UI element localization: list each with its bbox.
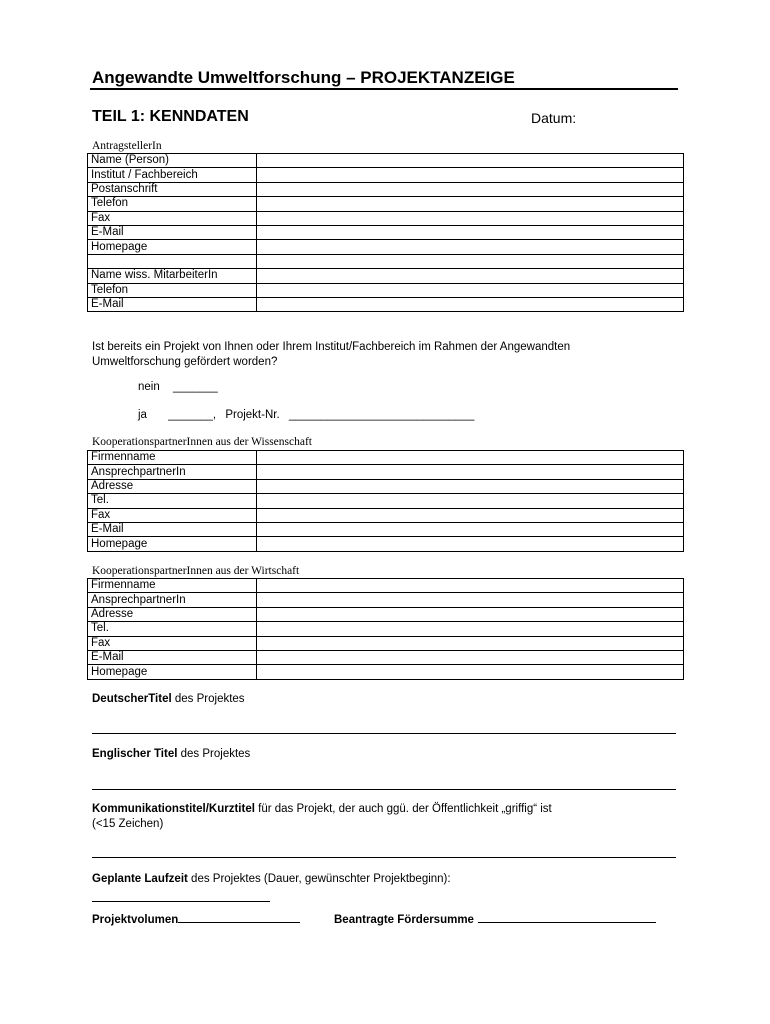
table-row bbox=[88, 593, 684, 607]
business-partners-caption: KooperationspartnerInnen aus der Wirtschaft bbox=[92, 565, 300, 577]
answer-no-label: nein bbox=[138, 381, 160, 393]
answer-yes-blank[interactable]: _______, bbox=[168, 409, 217, 421]
entry-field[interactable] bbox=[257, 211, 684, 225]
short-title-line[interactable] bbox=[92, 857, 676, 858]
german-title-bold: DeutscherTitel bbox=[92, 693, 172, 705]
entry-field[interactable] bbox=[257, 494, 684, 508]
row-label bbox=[88, 254, 257, 268]
page-title: Angewandte Umweltforschung – PROJEKTANZEIGE bbox=[92, 68, 515, 87]
entry-field[interactable] bbox=[257, 451, 684, 465]
duration-line[interactable] bbox=[92, 901, 270, 902]
entry-field[interactable] bbox=[257, 283, 684, 297]
table-row bbox=[88, 636, 684, 650]
science-partners-table bbox=[87, 450, 684, 552]
table-row bbox=[88, 211, 684, 225]
entry-field[interactable] bbox=[257, 154, 684, 168]
row-label: Telefon bbox=[88, 197, 257, 211]
table-row bbox=[88, 522, 684, 536]
table-row bbox=[88, 622, 684, 636]
entry-field[interactable] bbox=[257, 254, 684, 268]
entry-field[interactable] bbox=[257, 537, 684, 551]
row-label: Telefon bbox=[88, 283, 257, 297]
german-title-line[interactable] bbox=[92, 733, 676, 734]
table-row bbox=[88, 197, 684, 211]
row-label: Institut / Fachbereich bbox=[88, 168, 257, 182]
entry-field[interactable] bbox=[257, 650, 684, 664]
row-label: Homepage bbox=[88, 240, 257, 254]
row-label: AnsprechpartnerIn bbox=[88, 593, 257, 607]
entry-field[interactable] bbox=[257, 225, 684, 239]
row-label: Tel. bbox=[88, 494, 257, 508]
row-label: Homepage bbox=[88, 537, 257, 551]
short-title-label bbox=[92, 803, 552, 815]
funding-label: Beantragte Fördersumme bbox=[334, 914, 474, 926]
table-row bbox=[88, 465, 684, 479]
entry-field[interactable] bbox=[257, 240, 684, 254]
table-row bbox=[88, 479, 684, 493]
table-row bbox=[88, 537, 684, 551]
table-row bbox=[88, 254, 684, 268]
entry-field[interactable] bbox=[257, 479, 684, 493]
answer-no-blank[interactable]: _______ bbox=[172, 381, 218, 393]
row-label: Adresse bbox=[88, 479, 257, 493]
row-label: Fax bbox=[88, 636, 257, 650]
row-label: Fax bbox=[88, 508, 257, 522]
row-label: Name wiss. MitarbeiterIn bbox=[88, 269, 257, 283]
funding-line[interactable] bbox=[478, 922, 656, 923]
entry-field[interactable] bbox=[257, 522, 684, 536]
answer-no bbox=[138, 381, 218, 393]
table-row bbox=[88, 269, 684, 283]
english-title-line[interactable] bbox=[92, 789, 676, 790]
row-label: E-Mail bbox=[88, 297, 257, 311]
duration-rest: des Projektes (Dauer, gewünschter Projektbeginn): bbox=[187, 873, 451, 885]
section-heading: TEIL 1: KENNDATEN bbox=[92, 108, 249, 125]
entry-field[interactable] bbox=[257, 622, 684, 636]
project-nr-blank[interactable]: _____________________________ bbox=[288, 409, 475, 421]
row-label: Name (Person) bbox=[88, 154, 257, 168]
entry-field[interactable] bbox=[257, 665, 684, 679]
entry-field[interactable] bbox=[257, 182, 684, 196]
datum-label: Datum: bbox=[531, 110, 577, 126]
table-row bbox=[88, 297, 684, 311]
duration-bold: Geplante Laufzeit bbox=[92, 873, 188, 885]
row-label: Postanschrift bbox=[88, 182, 257, 196]
german-title-label bbox=[92, 693, 245, 705]
entry-field[interactable] bbox=[257, 168, 684, 182]
row-label: Tel. bbox=[88, 622, 257, 636]
table-row bbox=[88, 168, 684, 182]
row-label: E-Mail bbox=[88, 650, 257, 664]
duration-label bbox=[92, 873, 451, 885]
entry-field[interactable] bbox=[257, 465, 684, 479]
entry-field[interactable] bbox=[257, 579, 684, 593]
volume-line[interactable] bbox=[178, 922, 300, 923]
table-row bbox=[88, 182, 684, 196]
english-title-bold: Englischer Titel bbox=[92, 748, 178, 760]
entry-field[interactable] bbox=[257, 297, 684, 311]
short-title-rest: für das Projekt, der auch ggü. der Öffentlichkeit „griffig“ ist bbox=[254, 803, 552, 815]
row-label: Homepage bbox=[88, 665, 257, 679]
row-label: E-Mail bbox=[88, 522, 257, 536]
english-title-rest: des Projektes bbox=[177, 748, 251, 760]
entry-field[interactable] bbox=[257, 508, 684, 522]
short-title-bold: Kommunikationstitel/Kurztitel bbox=[92, 803, 255, 815]
table-row bbox=[88, 650, 684, 664]
german-title-rest: des Projektes bbox=[171, 693, 245, 705]
volume-label: Projektvolumen bbox=[92, 914, 179, 926]
answer-yes-label: ja bbox=[138, 409, 147, 421]
row-label: AnsprechpartnerIn bbox=[88, 465, 257, 479]
table-row bbox=[88, 451, 684, 465]
business-partners-table bbox=[87, 578, 684, 680]
entry-field[interactable] bbox=[257, 593, 684, 607]
funding-row bbox=[334, 914, 656, 926]
volume-row bbox=[92, 914, 300, 926]
row-label: Fax bbox=[88, 211, 257, 225]
table-row bbox=[88, 665, 684, 679]
entry-field[interactable] bbox=[257, 197, 684, 211]
table-row bbox=[88, 283, 684, 297]
row-label: Firmenname bbox=[88, 579, 257, 593]
table-row bbox=[88, 240, 684, 254]
entry-field[interactable] bbox=[257, 269, 684, 283]
answer-yes bbox=[138, 409, 474, 421]
table-row bbox=[88, 579, 684, 593]
science-partners-caption: KooperationspartnerInnen aus der Wissenschaft bbox=[92, 436, 312, 448]
short-title-note: (<15 Zeichen) bbox=[92, 818, 164, 830]
row-label: E-Mail bbox=[88, 225, 257, 239]
project-nr-label: Projekt-Nr. bbox=[225, 409, 280, 421]
table-row bbox=[88, 225, 684, 239]
row-label: Adresse bbox=[88, 607, 257, 621]
table-row bbox=[88, 607, 684, 621]
english-title-label bbox=[92, 748, 250, 760]
applicant-table bbox=[87, 153, 684, 312]
entry-field[interactable] bbox=[257, 636, 684, 650]
row-label: Firmenname bbox=[88, 451, 257, 465]
prior-funding-question: Ist bereits ein Projekt von Ihnen oder Ihrem Institut/Fachbereich im Rahmen der Angewandten Umweltforschung gefördert worden? bbox=[92, 341, 571, 368]
entry-field[interactable] bbox=[257, 607, 684, 621]
table-row bbox=[88, 494, 684, 508]
table-row bbox=[88, 508, 684, 522]
title-rule bbox=[90, 88, 678, 90]
table-row bbox=[88, 154, 684, 168]
applicant-caption: AntragstellerIn bbox=[92, 140, 162, 152]
